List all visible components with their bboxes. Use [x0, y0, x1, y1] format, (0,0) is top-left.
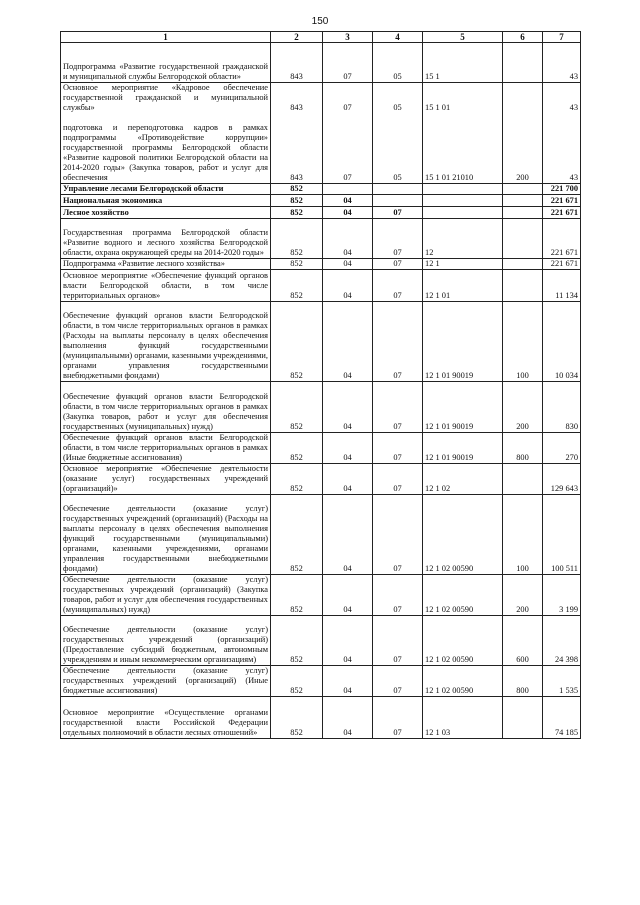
row-amount: 10 034 — [543, 301, 581, 381]
row-amount: 270 — [543, 432, 581, 463]
row-name: Национальная экономика — [61, 194, 271, 206]
row-expense-type: 100 — [503, 494, 543, 574]
row-target-article: 12 1 01 90019 — [423, 432, 503, 463]
column-header: 1 — [61, 32, 271, 43]
row-section-code: 04 — [323, 665, 373, 696]
row-ministry-code: 852 — [271, 381, 323, 432]
table-row — [61, 183, 581, 194]
row-amount: 74 185 — [543, 696, 581, 738]
row-name: Основное мероприятие «Кадровое обеспечение государственной гражданской и муниципальной службы» — [61, 83, 271, 114]
row-subsection-code: 05 — [373, 113, 423, 183]
row-target-article: 15 1 01 — [423, 83, 503, 114]
table-row — [61, 43, 581, 83]
row-subsection-code — [373, 194, 423, 206]
row-target-article: 15 1 — [423, 43, 503, 83]
row-subsection-code: 07 — [373, 301, 423, 381]
row-section-code: 04 — [323, 258, 373, 269]
row-expense-type — [503, 206, 543, 218]
row-amount: 43 — [543, 43, 581, 83]
row-amount: 221 671 — [543, 206, 581, 218]
row-target-article: 12 1 02 00590 — [423, 494, 503, 574]
row-name: Основное мероприятие «Обеспечение функций органов власти Белгородской области, в том числе территориальных органов» — [61, 269, 271, 301]
row-target-article: 12 1 03 — [423, 696, 503, 738]
row-ministry-code: 852 — [271, 696, 323, 738]
row-target-article — [423, 206, 503, 218]
row-amount: 129 643 — [543, 463, 581, 494]
table-row — [61, 381, 581, 432]
row-subsection-code — [373, 183, 423, 194]
row-subsection-code: 07 — [373, 665, 423, 696]
row-ministry-code: 852 — [271, 574, 323, 615]
row-section-code: 07 — [323, 113, 373, 183]
row-expense-type — [503, 258, 543, 269]
row-name: Основное мероприятие «Осуществление органами государственной власти Российской Федерации отдельных полномочий в области лесных отношений» — [61, 696, 271, 738]
row-section-code: 04 — [323, 269, 373, 301]
row-section-code: 04 — [323, 301, 373, 381]
row-ministry-code: 852 — [271, 258, 323, 269]
page-number: 150 — [311, 16, 329, 27]
row-expense-type: 100 — [503, 301, 543, 381]
row-target-article: 12 1 02 — [423, 463, 503, 494]
row-section-code: 04 — [323, 381, 373, 432]
row-ministry-code: 843 — [271, 43, 323, 83]
row-name: Подпрограмма «Развитие государственной гражданской и муниципальной службы Белгородской области» — [61, 43, 271, 83]
table-row — [61, 194, 581, 206]
row-expense-type — [503, 269, 543, 301]
row-name: Обеспечение деятельности (оказание услуг) государственных учреждений (организаций) (Закупка товаров, работ и услуг для обеспечения государственных (муниципальных) нужд) — [61, 574, 271, 615]
row-target-article — [423, 183, 503, 194]
row-expense-type — [503, 194, 543, 206]
column-header: 3 — [323, 32, 373, 43]
column-header: 4 — [373, 32, 423, 43]
row-target-article: 12 1 02 00590 — [423, 665, 503, 696]
table-row — [61, 432, 581, 463]
row-name: Обеспечение деятельности (оказание услуг) государственных учреждений (организаций) (Иные бюджетные ассигнования) — [61, 665, 271, 696]
row-amount: 24 398 — [543, 615, 581, 665]
row-subsection-code: 07 — [373, 574, 423, 615]
row-target-article: 12 1 02 00590 — [423, 615, 503, 665]
table-row — [61, 574, 581, 615]
row-name: подготовка и переподготовка кадров в рамках подпрограммы «Противодействие коррупции» государственной программы Белгородской области «Развитие кадровой политики Белгородской области на 2014-2020 годы» (Закупка товаров, работ и услуг для обеспечения — [61, 113, 271, 183]
table-row — [61, 83, 581, 114]
row-name: Подпрограмма «Развитие лесного хозяйства» — [61, 258, 271, 269]
row-name: Управление лесами Белгородской области — [61, 183, 271, 194]
row-ministry-code: 843 — [271, 83, 323, 114]
row-expense-type — [503, 83, 543, 114]
row-amount: 3 199 — [543, 574, 581, 615]
row-expense-type: 200 — [503, 113, 543, 183]
row-expense-type — [503, 218, 543, 258]
row-expense-type — [503, 183, 543, 194]
row-section-code: 07 — [323, 43, 373, 83]
row-ministry-code: 852 — [271, 194, 323, 206]
row-name: Обеспечение функций органов власти Белгородской области, в том числе территориальных органов в рамках (Иные бюджетные ассигнования) — [61, 432, 271, 463]
row-section-code — [323, 183, 373, 194]
row-subsection-code: 07 — [373, 206, 423, 218]
column-header: 5 — [423, 32, 503, 43]
row-subsection-code: 07 — [373, 463, 423, 494]
row-section-code: 04 — [323, 574, 373, 615]
row-ministry-code: 852 — [271, 494, 323, 574]
row-amount: 221 671 — [543, 258, 581, 269]
row-ministry-code: 852 — [271, 218, 323, 258]
row-subsection-code: 07 — [373, 615, 423, 665]
row-subsection-code: 07 — [373, 381, 423, 432]
row-expense-type — [503, 696, 543, 738]
row-section-code: 07 — [323, 83, 373, 114]
row-name: Обеспечение деятельности (оказание услуг) государственных учреждений (организаций) (Расходы на выплаты персоналу в целях обеспечения выполнения функций государственными (муниципальными) органами, казенными учреждениями, органами управления государственными внебюджетными фондами) — [61, 494, 271, 574]
row-target-article — [423, 194, 503, 206]
row-amount: 43 — [543, 113, 581, 183]
row-section-code: 04 — [323, 194, 373, 206]
row-ministry-code: 852 — [271, 463, 323, 494]
row-section-code: 04 — [323, 696, 373, 738]
row-name: Обеспечение функций органов власти Белгородской области, в том числе территориальных органов в рамках (Закупка товаров, работ и услуг для обеспечения государственных (муниципальных) нужд) — [61, 381, 271, 432]
table-row — [61, 113, 581, 183]
row-subsection-code: 07 — [373, 258, 423, 269]
row-subsection-code: 07 — [373, 494, 423, 574]
row-section-code: 04 — [323, 218, 373, 258]
row-amount: 1 535 — [543, 665, 581, 696]
row-ministry-code: 852 — [271, 183, 323, 194]
row-amount: 830 — [543, 381, 581, 432]
row-target-article: 15 1 01 21010 — [423, 113, 503, 183]
row-ministry-code: 843 — [271, 113, 323, 183]
row-ministry-code: 852 — [271, 432, 323, 463]
budget-table — [60, 31, 581, 739]
row-ministry-code: 852 — [271, 269, 323, 301]
row-amount: 221 700 — [543, 183, 581, 194]
row-section-code: 04 — [323, 432, 373, 463]
row-subsection-code: 07 — [373, 432, 423, 463]
row-amount: 43 — [543, 83, 581, 114]
row-amount: 100 511 — [543, 494, 581, 574]
table-row — [61, 665, 581, 696]
table-row — [61, 301, 581, 381]
row-target-article: 12 1 01 90019 — [423, 301, 503, 381]
row-name: Обеспечение деятельности (оказание услуг) государственных учреждений (организаций) (Предоставление субсидий бюджетным, автономным учреждениям и иным некоммерческим организациям) — [61, 615, 271, 665]
row-expense-type: 800 — [503, 665, 543, 696]
row-amount: 11 134 — [543, 269, 581, 301]
row-amount: 221 671 — [543, 194, 581, 206]
row-target-article: 12 1 — [423, 258, 503, 269]
row-section-code: 04 — [323, 494, 373, 574]
row-name: Лесное хозяйство — [61, 206, 271, 218]
row-section-code: 04 — [323, 463, 373, 494]
row-ministry-code: 852 — [271, 206, 323, 218]
row-subsection-code: 07 — [373, 696, 423, 738]
header-row — [61, 32, 581, 43]
row-target-article: 12 1 01 90019 — [423, 381, 503, 432]
row-subsection-code: 07 — [373, 269, 423, 301]
row-ministry-code: 852 — [271, 665, 323, 696]
row-target-article: 12 — [423, 218, 503, 258]
column-header: 7 — [543, 32, 581, 43]
table-row — [61, 206, 581, 218]
row-ministry-code: 852 — [271, 301, 323, 381]
table-row — [61, 696, 581, 738]
table-row — [61, 258, 581, 269]
row-expense-type — [503, 463, 543, 494]
row-expense-type: 600 — [503, 615, 543, 665]
row-target-article: 12 1 01 — [423, 269, 503, 301]
table-row — [61, 615, 581, 665]
row-section-code: 04 — [323, 206, 373, 218]
column-header: 2 — [271, 32, 323, 43]
table-row — [61, 218, 581, 258]
row-name: Государственная программа Белгородской области «Развитие водного и лесного хозяйства Белгородской области, охрана окружающей среды на 2014-2020 годы» — [61, 218, 271, 258]
row-expense-type: 200 — [503, 381, 543, 432]
column-header: 6 — [503, 32, 543, 43]
row-subsection-code: 05 — [373, 83, 423, 114]
row-section-code: 04 — [323, 615, 373, 665]
row-subsection-code: 05 — [373, 43, 423, 83]
row-subsection-code: 07 — [373, 218, 423, 258]
row-expense-type: 800 — [503, 432, 543, 463]
row-amount: 221 671 — [543, 218, 581, 258]
row-expense-type: 200 — [503, 574, 543, 615]
row-target-article: 12 1 02 00590 — [423, 574, 503, 615]
table-row — [61, 463, 581, 494]
table-row — [61, 269, 581, 301]
row-name: Основное мероприятие «Обеспечение деятельности (оказание услуг) государственных учреждений (организаций)» — [61, 463, 271, 494]
row-ministry-code: 852 — [271, 615, 323, 665]
row-expense-type — [503, 43, 543, 83]
row-name: Обеспечение функций органов власти Белгородской области, в том числе территориальных органов в рамках (Расходы на выплаты персоналу в целях обеспечения выполнения функций государственными (муниципальными) органами, казенными учреждениями, органами управления государственными внебюджетными фондами) — [61, 301, 271, 381]
table-row — [61, 494, 581, 574]
